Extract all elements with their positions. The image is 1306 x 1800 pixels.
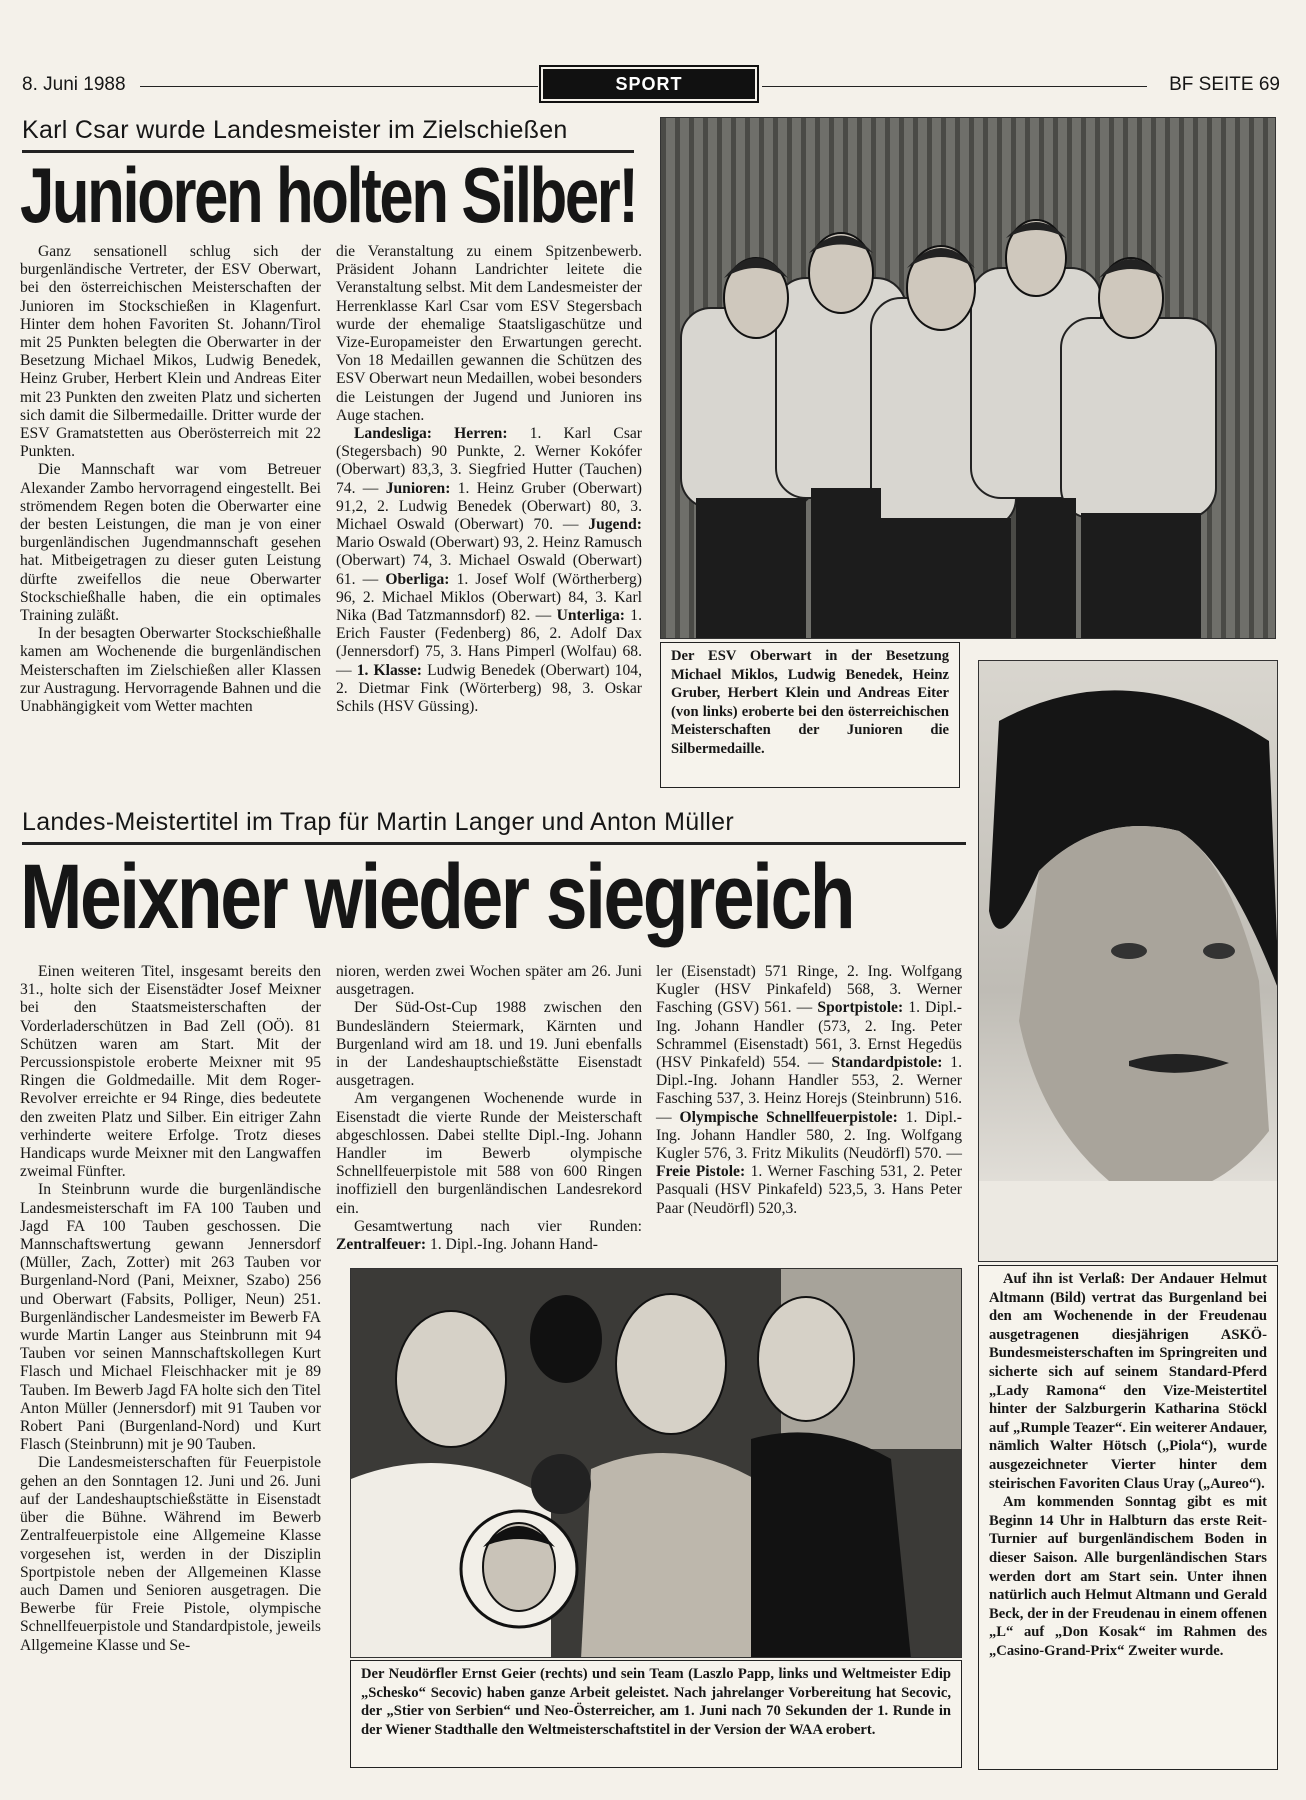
article2-kicker: Landes-Meistertitel im Trap für Martin Langer und Anton Müller [22,808,734,836]
caption-text: Auf ihn ist Verlaß: Der Andauer Helmut Altmann (Bild) vertrat das Burgenland bei den am Wochenende in der Freudenau ausgetragenen diesjährigen ASKÖ-Bundesmeisterschaften im Springreiten und sicherte sich auf seinem Standard-Pferd „Lady Ramona“ den Vize-Meistertitel hinter der Salzburgerin Katharina Stöckl auf „Rumple Teazer“. Ein weiterer Andauer, nämlich Walter Hötsch („Piola“), wurde ausgezeichneter Vierter hinter dem steirischen Favoriten Claus Uray („Aureo“). [989,1271,1267,1492]
article2-column-1 [20,963,321,1655]
rider-portrait-illustration [979,661,1278,1262]
results-paragraph: Landesliga: Herren: 1. Karl Csar (Stegersbach) 90 Punkte, 2. Werner Kokófer (Oberwart) 83,3, 3. Siegfried Hutter (Tauchen) 74. — Junioren: 1. Heinz Gruber (Oberwart) 91,2, 2. Ludwig Benedek (Oberwart) 80, 3. Michael Oswald (Oberwart) 70. — Jugend: Mario Oswald (Oberwart) 93, 2. Heinz Ramusch (Oberwart) 74, 3. Michael Oswald (Oberwart) 61. — Oberliga: 1. Josef Wolf (Wörtherberg) 96, 2. Michael Miklos (Oberwart) 84, 3. Karl Nika (Bad Tatzmannsdorf) 82. — Unterliga: 1. Erich Fauster (Fedenberg) 86, 2. Adolf Dax (Jennersdorf) 75, 3. Hans Pimperl (Wolfau) 68. — 1. Klasse: Ludwig Benedek (Oberwart) 104, 2. Dietmar Fink (Wörterberg) 98, 3. Oskar Schils (HSV Güssing). [336,425,643,716]
caption-text: Am kommenden Sonntag gibt es mit Beginn 14 Uhr in Halbturn das erste Reit-Turnier auf burgenländischem Boden in dieser Saison. Alle burgenländischen Stars werden dort am Start sein. Unter ihnen natürlich auch Helmut Altmann und Gerald Beck, der in der Freudenau in einem offenen „L“ auf „Don Kosak“ im Rahmen des „Casino-Grand-Prix“ Zweiter wurde. [989,1494,1267,1659]
team-photo [660,117,1276,639]
paragraph: Ganz sensationell schlug sich der burgenländische Vertreter, der ESV Oberwart, bei den österreichischen Meisterschaften der Junioren im Stockschießen in Klagenfurt. Hinter dem hohen Favoriten St. Johann/Tirol mit 25 Punkten belegten die Oberwarter in der Besetzung Michael Mikos, Ludwig Benedek, Heinz Gruber, Herbert Klein und Andreas Eiter mit 23 Punkten den zweiten Platz und sicherten sich damit die Silbermedaille. Dritter wurde der ESV Gramatstetten aus Oberösterreich mit 22 Punkten. [20,243,321,461]
paragraph: die Veranstaltung zu einem Spitzenbewerb. Präsident Johann Landrichter leitete die Veranstaltung selbst. Mit dem Landesmeister der Herrenklasse Karl Csar vom ESV Stegersbach wurde der ehemalige Staatsligaschütze und Vize-Europameister den Erwartungen gerecht. Von 18 Medaillen gewannen die Schützen des ESV Oberwart neun Medaillen, wobei besonders die Leistungen der Jugend und Junioren ins Auge stachen. [336,243,642,424]
team-photo-caption [660,642,960,788]
header-rule-left [140,86,538,87]
article1-kicker: Karl Csar wurde Landesmeister im Zielschießen [22,116,568,144]
rider-portrait-photo [978,660,1278,1262]
caption-text: Der Neudörfler Ernst Geier (rechts) und sein Team (Laszlo Papp, links und Weltmeister Edip „Schesko“ Secovic) haben ganze Arbeit geleistet. Nach jahrelanger Vorbereitung hat Secovic, der „Stier von Serbien“ und Neo-Österreicher, am 1. Juni nach 70 Sekunden der 1. Runde in der Wiener Stadthalle den Weltmeisterschaftstitel in der Version der WAA erobert. [361,1666,951,1738]
paragraph: In der besagten Oberwarter Stockschießhalle kamen am Wochenende die burgenländischen Meisterschaften im Zielschießen aller Klassen zur Austragung. Hervorragende Bahnen und die Unabhängigkeit vom Wetter machten [20,625,321,716]
article1-column-1 [20,243,321,716]
team-photo-illustration [661,118,1276,639]
boxing-team-photo [350,1268,962,1658]
caption-text: Der ESV Oberwart in der Besetzung Michael Miklos, Ludwig Benedek, Heinz Gruber, Herbert Klein und Andreas Eiter (von links) eroberte bei den österreichischen Meisterschaften der Junioren die Silbermedaille. [671,648,949,757]
results-paragraph: ler (Eisenstadt) 571 Ringe, 2. Ing. Wolfgang Kugler (HSV Pinkafeld) 568, 3. Werner Fasching (GSV) 561. — Sportpistole: 1. Dipl.-Ing. Johann Handler (573, 2. Ing. Peter Schrammel (Eisenstadt) 561, 3. Ernst Hegedüs (HSV Pinkafeld) 554. — Standardpistole: 1. Dipl.-Ing. Johann Handler 553, 2. Werner Fasching 537, 3. Heinz Horejs (Steinbrunn) 516. — Olympische Schnellfeuerpistole: 1. Dipl.-Ing. Johann Handler 580, 2. Ing. Wolfgang Kugler 576, 3. Fritz Mikulits (Neudörfl) 570. — Freie Pistole: 1. Werner Fasching 531, 2. Peter Pasquali (HSV Pinkafeld) 523,5, 3. Hans Peter Paar (Neudörfl) 520,3. [656,963,963,1217]
paragraph: Am vergangenen Wochenende wurde in Eisenstadt die vierte Runde der Meisterschaft abgeschlossen. Dabei stellte Dipl.-Ing. Johann Handler im Bewerb olympische Schnellfeuerpistole mit 588 von 600 Ringen inoffiziell den burgenländischen Landesrekord ein. [336,1090,642,1217]
article1-headline: Junioren holten Silber! [20,151,637,239]
header-rule-right [762,86,1147,87]
paragraph: Die Mannschaft war vom Betreuer Alexander Zambo hervorragend eingestellt. Bei strömendem Regen boten die Oberwarter eine der besten Leistungen, die man je von einer burgenländischen Jugendmannschaft gesehen hat. Mitbeigetragen zu dieser guten Leistung dürfte zweifellos die neue Oberwarter Stockschießhalle haben, die ein optimales Training zuläßt. [20,461,321,625]
paragraph: nioren, werden zwei Wochen später am 26. Juni ausgetragen. [336,963,642,999]
paragraph: In Steinbrunn wurde die burgenländische Landesmeisterschaft im FA 100 Tauben und Jagd FA 100 Tauben geschossen. Die Mannschaftswertung gewann Jennersdorf (Müller, Zach, Zotter) mit 263 Tauben vor Burgenland-Nord (Pani, Meixner, Szabo) 256 und Oberwart (Fabsits, Polliger, Neun) 251. Burgenländischer Landesmeister im Bewerb FA wurde Martin Langer aus Steinbrunn mit 94 Tauben vor seinen Mannschaftskollegen Kurt Flasch und Michael Fleischhacker mit je 89 Tauben. Im Bewerb Jagd FA holte sich den Titel Anton Müller (Jennersdorf) mit 91 Tauben vor Robert Pani (Burgenland-Nord) und Kurt Flasch (Steinbrunn) mit je 90 Tauben. [20,1181,321,1454]
paragraph: Einen weiteren Titel, insgesamt bereits den 31., holte sich der Eisenstädter Josef Meixner bei den Staatsmeisterschaften der Vorderladerschützen in Bad Zell (OÖ). 81 Schützen waren am Start. Mit der Percussionspistole eroberte Meixner mit 95 Ringen die Goldmedaille. Mit dem Roger-Revolver erreichte er 94 Ringe, dies bedeutete den zweiten Platz und Silber. Ein eitriger Zahn verhinderte weitere Erfolge. Trotz dieses Handicaps wurde Meixner mit den Langwaffen zweimal Fünfter. [20,963,321,1181]
paragraph: Die Landesmeisterschaften für Feuerpistole gehen an den Sonntagen 12. Juni und 26. Juni auf der Landeshauptschießstätte in Eisenstadt über die Bühne. Während im Bewerb Zentralfeuerpistole eine Allgemeine Klasse vorgesehen ist, werden in der Disziplin Sportpistole neben der Allgemeinen Klasse auch Damen und Senioren ausgetragen. Die Bewerbe für Freie Pistole, olympische Schnellfeuerpistole und Standardpistole, jeweils Allgemeine Klasse und Se- [20,1454,321,1654]
paragraph: Gesamtwertung nach vier Runden: Zentralfeuer: 1. Dipl.-Ing. Johann Hand- [336,1217,642,1254]
page-number: BF SEITE 69 [1169,74,1280,95]
boxing-team-illustration [351,1269,962,1658]
sidebar-caption [978,1265,1278,1770]
issue-date: 8. Juni 1988 [22,74,126,95]
boxing-photo-caption [350,1660,962,1768]
article2-column-2 [336,963,642,1254]
article2-headline: Meixner wieder siegreich [20,846,854,948]
article2-column-3 [656,963,962,1218]
section-label: SPORT [543,69,755,99]
paragraph: Der Süd-Ost-Cup 1988 zwischen den Bundesländern Steiermark, Kärnten und Burgenland wird am 18. und 19. Juni ebenfalls in der Landeshauptschießstätte Eisenstadt ausgetragen. [336,999,642,1090]
article1-column-2 [336,243,642,716]
